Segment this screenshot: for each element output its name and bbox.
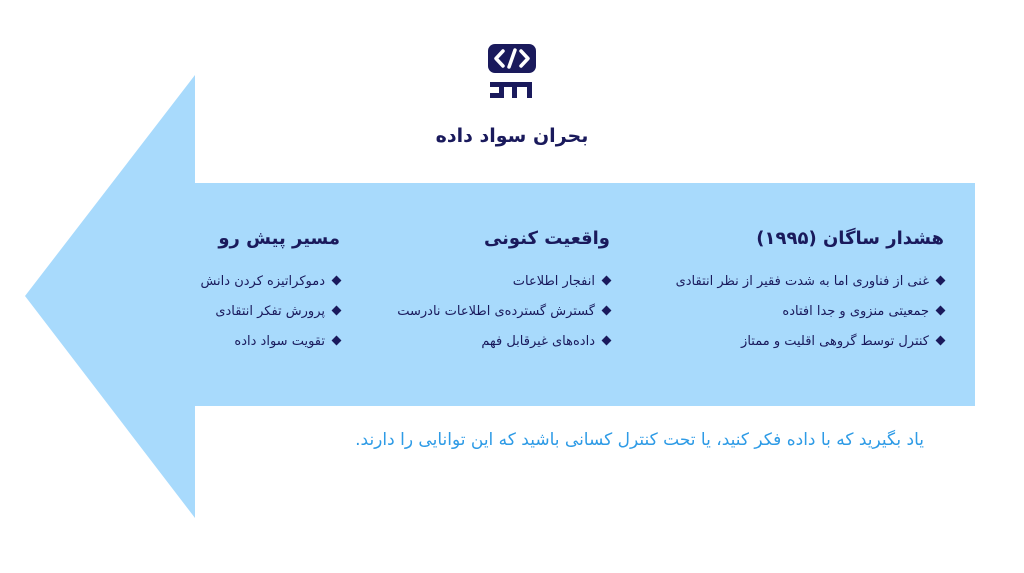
list-item: کنترل توسط گروهی اقلیت و ممتاز bbox=[676, 327, 944, 357]
closing-note: یاد بگیرید که با داده فکر کنید، یا تحت کنترل کسانی باشید که این توانایی را دارند. bbox=[355, 430, 924, 450]
diamond-bullet-icon bbox=[332, 276, 342, 286]
column-current-reality bbox=[397, 228, 610, 357]
diamond-bullet-icon bbox=[936, 276, 946, 286]
column-heading: هشدار ساگان (۱۹۹۵) bbox=[756, 228, 944, 249]
list-item: دموکراتیزه کردن دانش bbox=[200, 267, 340, 297]
column-sagan-warning bbox=[676, 228, 944, 357]
diamond-bullet-icon bbox=[602, 306, 612, 316]
list-item: داده‌های غیرقابل فهم bbox=[397, 327, 610, 357]
diamond-bullet-icon bbox=[936, 336, 946, 346]
diamond-bullet-icon bbox=[602, 276, 612, 286]
list-item: گسترش گسترده‌ی اطلاعات نادرست bbox=[397, 297, 610, 327]
column-path-forward bbox=[200, 228, 340, 357]
diamond-bullet-icon bbox=[602, 336, 612, 346]
column-heading: مسیر پیش رو bbox=[218, 228, 340, 249]
diamond-bullet-icon bbox=[332, 336, 342, 346]
diamond-bullet-icon bbox=[332, 306, 342, 316]
list-item: انفجار اطلاعات bbox=[397, 267, 610, 297]
list-item: تقویت سواد داده bbox=[200, 327, 340, 357]
diamond-bullet-icon bbox=[936, 306, 946, 316]
list-item: پرورش تفکر انتقادی bbox=[200, 297, 340, 327]
page-title: بحران سواد داده bbox=[435, 125, 589, 147]
list-item: غنی از فناوری اما به شدت فقیر از نظر انتقادی bbox=[676, 267, 944, 297]
data-logo-icon bbox=[486, 42, 538, 102]
column-heading: واقعیت کنونی bbox=[483, 228, 610, 249]
list-item: جمعیتی منزوی و جدا افتاده bbox=[676, 297, 944, 327]
